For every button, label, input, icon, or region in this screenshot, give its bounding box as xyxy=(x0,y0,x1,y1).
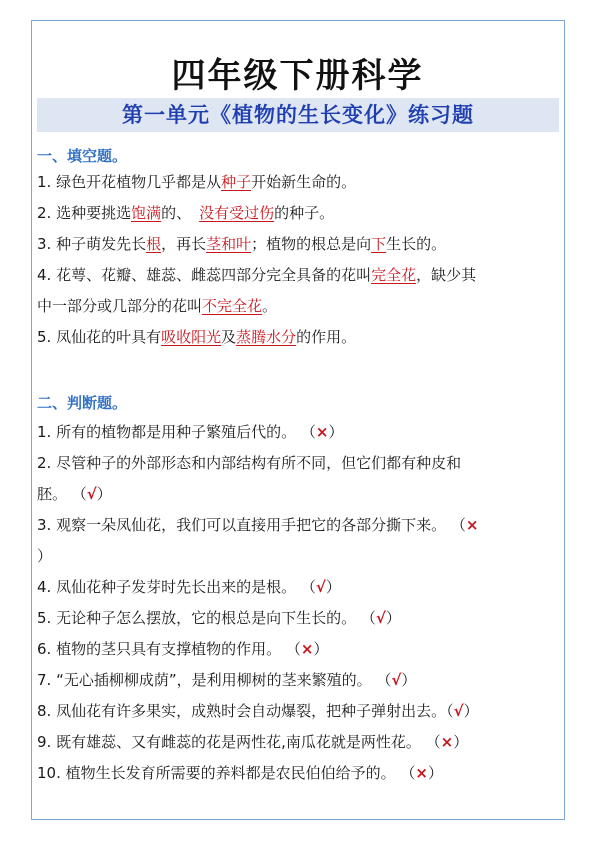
check-mark: √ xyxy=(86,485,97,503)
q-text: 及 xyxy=(221,328,237,346)
judge-item-3-cont xyxy=(37,546,52,566)
judge-item-8 xyxy=(37,701,479,721)
fill-question-1 xyxy=(37,172,356,192)
q-text: ） xyxy=(463,702,479,720)
answer: 吸收阳光 xyxy=(161,328,222,346)
page-border xyxy=(31,20,565,820)
q-text: ） xyxy=(37,547,53,565)
q-text: 的种子。 xyxy=(274,204,335,222)
judge-item-4 xyxy=(37,577,341,597)
answer: 没有受过伤 xyxy=(199,204,275,222)
q-text: 3. 观察一朵凤仙花，我们可以直接用手把它的各部分撕下来。 （ xyxy=(37,516,466,534)
page-title: 四年级下册科学 xyxy=(171,56,424,96)
q-text: 4. 凤仙花种子发芽时先长出来的是根。 （ xyxy=(37,578,316,596)
cross-mark: × xyxy=(415,764,428,782)
q-text: 中一部分或几部分的花叫 xyxy=(37,297,203,315)
q-text: ；植物的根总是向 xyxy=(251,235,372,253)
q-text: 的作用。 xyxy=(296,328,357,346)
q-text: ） xyxy=(328,423,344,441)
fill-question-3 xyxy=(37,234,446,254)
q-text: 8. 凤仙花有许多果实，成熟时会自动爆裂，把种子弹射出去。（ xyxy=(37,702,454,720)
check-mark: √ xyxy=(375,609,386,627)
answer: 下 xyxy=(371,235,387,253)
q-text: ） xyxy=(385,609,401,627)
answer: 根 xyxy=(146,235,162,253)
q-text: 1. 所有的植物都是用种子繁殖后代的。 （ xyxy=(37,423,316,441)
judge-item-10 xyxy=(37,763,443,783)
q-text: 10. 植物生长发育所需要的养料都是农民伯伯给予的。 （ xyxy=(37,764,416,782)
q-text: 的、 xyxy=(161,204,192,222)
answer: 蒸腾水分 xyxy=(236,328,297,346)
fill-question-2 xyxy=(37,203,334,223)
q-text: 生长的。 xyxy=(386,235,447,253)
q-text: 5. 无论种子怎么摆放，它的根总是向下生长的。 （ xyxy=(37,609,376,627)
cross-mark: × xyxy=(465,516,479,534)
fill-question-5 xyxy=(37,327,356,347)
judge-item-2-cont xyxy=(37,484,112,504)
judge-item-1 xyxy=(37,422,343,442)
q-text: 2. 选种要挑选 xyxy=(37,204,132,222)
fill-question-4 xyxy=(37,265,476,285)
judge-section-heading: 二、判断题。 xyxy=(37,394,128,412)
q-text: 开始新生命的。 xyxy=(251,173,357,191)
cross-mark: × xyxy=(315,423,329,441)
q-text: ，再长 xyxy=(161,235,207,253)
q-text: 6. 植物的茎只具有支撑植物的作用。 （ xyxy=(37,640,301,658)
judge-item-9 xyxy=(37,732,468,752)
q-text: 5. 凤仙花的叶具有 xyxy=(37,328,162,346)
answer: 种子 xyxy=(221,173,252,191)
judge-item-6 xyxy=(37,639,328,659)
q-text: 3. 种子萌发先长 xyxy=(37,235,147,253)
q-text: 。 xyxy=(262,297,278,315)
fill-question-4-cont xyxy=(37,296,277,316)
fill-section-heading: 一、填空题。 xyxy=(37,147,128,165)
check-mark: √ xyxy=(453,702,464,720)
q-text: 1. 绿色开花植物几乎都是从 xyxy=(37,173,222,191)
answer: 完全花 xyxy=(371,266,417,284)
judge-item-3 xyxy=(37,515,478,535)
answer: 饱满 xyxy=(131,204,162,222)
q-text: ） xyxy=(325,578,341,596)
judge-item-2 xyxy=(37,453,461,473)
check-mark: √ xyxy=(391,671,402,689)
q-text: 2. 尽管种子的外部形态和内部结构有所不同，但它们都有种皮和 xyxy=(37,454,462,472)
q-text: 4. 花萼、花瓣、雄蕊、雌蕊四部分完全具备的花叫 xyxy=(37,266,372,284)
q-text: 胚。 （ xyxy=(37,485,87,503)
answer: 茎和叶 xyxy=(206,235,252,253)
q-text: 7. “无心插柳柳成荫”，是利用柳树的茎来繁殖的。 （ xyxy=(37,671,392,689)
q-text: ） xyxy=(313,640,329,658)
q-text: ） xyxy=(453,733,469,751)
page-subtitle: 第一单元《植物的生长变化》练习题 xyxy=(122,102,474,127)
q-text: ） xyxy=(401,671,417,689)
q-text: ） xyxy=(427,764,443,782)
cross-mark: × xyxy=(440,733,454,751)
judge-item-5 xyxy=(37,608,401,628)
q-text: 9. 既有雄蕊、又有雌蕊的花是两性花,南瓜花就是两性花。 （ xyxy=(37,733,441,751)
cross-mark: × xyxy=(300,640,314,658)
q-text: ，缺少其 xyxy=(416,266,477,284)
q-text: ） xyxy=(96,485,112,503)
check-mark: √ xyxy=(315,578,326,596)
judge-item-7 xyxy=(37,670,416,690)
answer: 不完全花 xyxy=(202,297,263,315)
